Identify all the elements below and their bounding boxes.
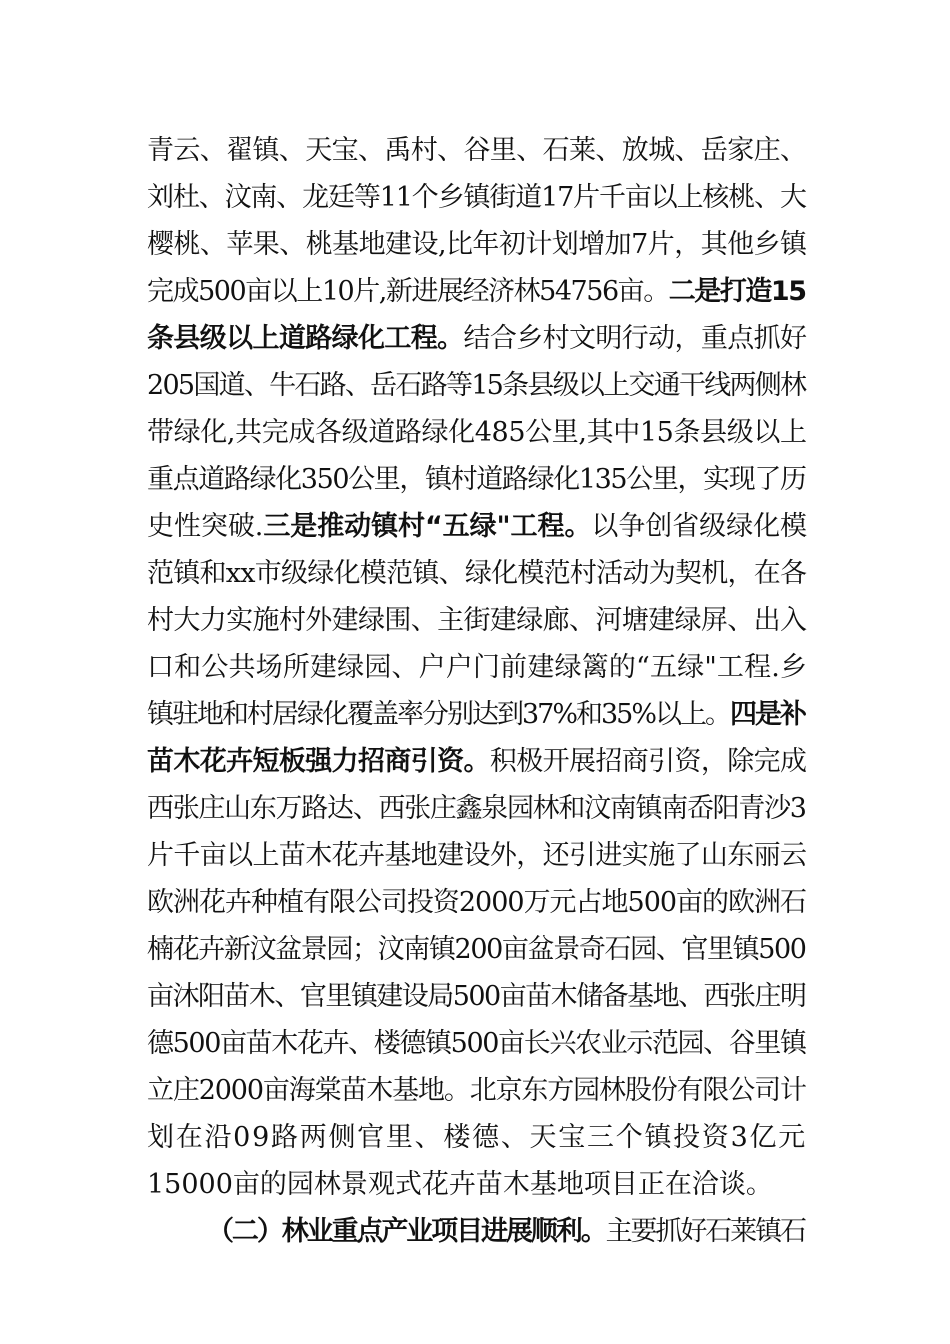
bold-heading-text: 条县级以上道路绿化工程。 (147, 323, 464, 354)
text-line (147, 1208, 807, 1255)
body-text: 主要抓好石莱镇石 (605, 1216, 805, 1247)
text-line (147, 973, 807, 1020)
body-text: 镇驻地和村居绿化覆盖率分别达到37%和35%以上。 (147, 699, 730, 730)
text-line (147, 127, 807, 174)
body-text: 范镇和xx市级绿化模范镇、绿化模范村活动为契机，在各 (147, 558, 807, 589)
body-text: 结合乡村文明行动，重点抓好 (463, 323, 807, 354)
body-text: 青云、翟镇、天宝、禹村、谷里、石莱、放城、岳家庄、 (147, 135, 807, 166)
body-text: 以争创省级绿化模 (591, 511, 807, 542)
body-text: 口和公共场所建绿园、户户门前建绿篱的“五绿"工程.乡 (147, 652, 807, 683)
text-line (147, 409, 807, 456)
body-text: 亩沐阳苗木、官里镇建设局500亩苗木储备基地、西张庄明 (147, 981, 806, 1012)
body-text: 15000亩的园林景观式花卉苗木基地项目正在洽谈。 (147, 1169, 773, 1200)
text-line (147, 1114, 807, 1161)
text-line (147, 879, 807, 926)
text-line (147, 456, 807, 503)
text-line (147, 926, 807, 973)
bold-heading-text: 二是打造15 (668, 276, 806, 307)
text-line (147, 785, 807, 832)
text-line (147, 221, 807, 268)
body-text: 划在沿09路两侧官里、楼德、天宝三个镇投资3亿元 (147, 1122, 807, 1153)
body-text: 重点道路绿化350公里，镇村道路绿化135公里，实现了历 (147, 464, 806, 495)
text-line (147, 1161, 807, 1208)
body-text: 西张庄山东万路达、西张庄鑫泉园林和汶南镇南岙阳青沙3 (147, 793, 806, 824)
text-line (147, 691, 807, 738)
body-text: 樱桃、苹果、桃基地建设,比年初计划增加7片，其他乡镇 (147, 229, 807, 260)
text-line (147, 268, 807, 315)
bold-heading-text: （二）林业重点产业项目进展顺利。 (207, 1216, 606, 1247)
text-line (147, 550, 807, 597)
text-line (147, 1020, 807, 1067)
body-text: 楠花卉新汶盆景园；汶南镇200亩盆景奇石园、官里镇500 (147, 934, 806, 965)
body-text: 205国道、牛石路、岳石路等15条县级以上交通干线两侧林 (147, 370, 806, 401)
body-text: 积极开展招商引资，除完成 (489, 746, 807, 777)
body-text: 完成500亩以上10片,新进展经济林54756亩。 (147, 276, 669, 307)
body-text: 立庄2000亩海棠苗木基地。北京东方园林股份有限公司计 (147, 1075, 806, 1106)
body-text: 刘杜、汶南、龙廷等11个乡镇街道17片千亩以上核桃、大 (147, 182, 806, 213)
text-line (147, 503, 807, 550)
body-text: 片千亩以上苗木花卉基地建设外，还引进实施了山东丽云 (147, 840, 807, 871)
text-line (147, 738, 807, 785)
body-text: 史性突破. (147, 511, 264, 542)
bold-heading-text: 苗木花卉短板强力招商引资。 (147, 746, 490, 777)
document-body (147, 127, 807, 1255)
text-line (147, 315, 807, 362)
text-line (147, 174, 807, 221)
body-text: 德500亩苗木花卉、楼德镇500亩长兴农业示范园、谷里镇 (147, 1028, 806, 1059)
bold-heading-text: 三是推动镇村“五绿"工程。 (263, 511, 592, 542)
body-text: 村大力实施村外建绿围、主街建绿廊、河塘建绿屏、出入 (147, 605, 807, 636)
text-line (147, 597, 807, 644)
text-line (147, 1067, 807, 1114)
text-line (147, 644, 807, 691)
body-text: 带绿化,共完成各级道路绿化485公里,其中15条县级以上 (147, 417, 807, 448)
body-text: 欧洲花卉种植有限公司投资2000万元占地500亩的欧洲石 (147, 887, 806, 918)
text-line (147, 832, 807, 879)
text-line (147, 362, 807, 409)
bold-heading-text: 四是补 (730, 699, 805, 730)
